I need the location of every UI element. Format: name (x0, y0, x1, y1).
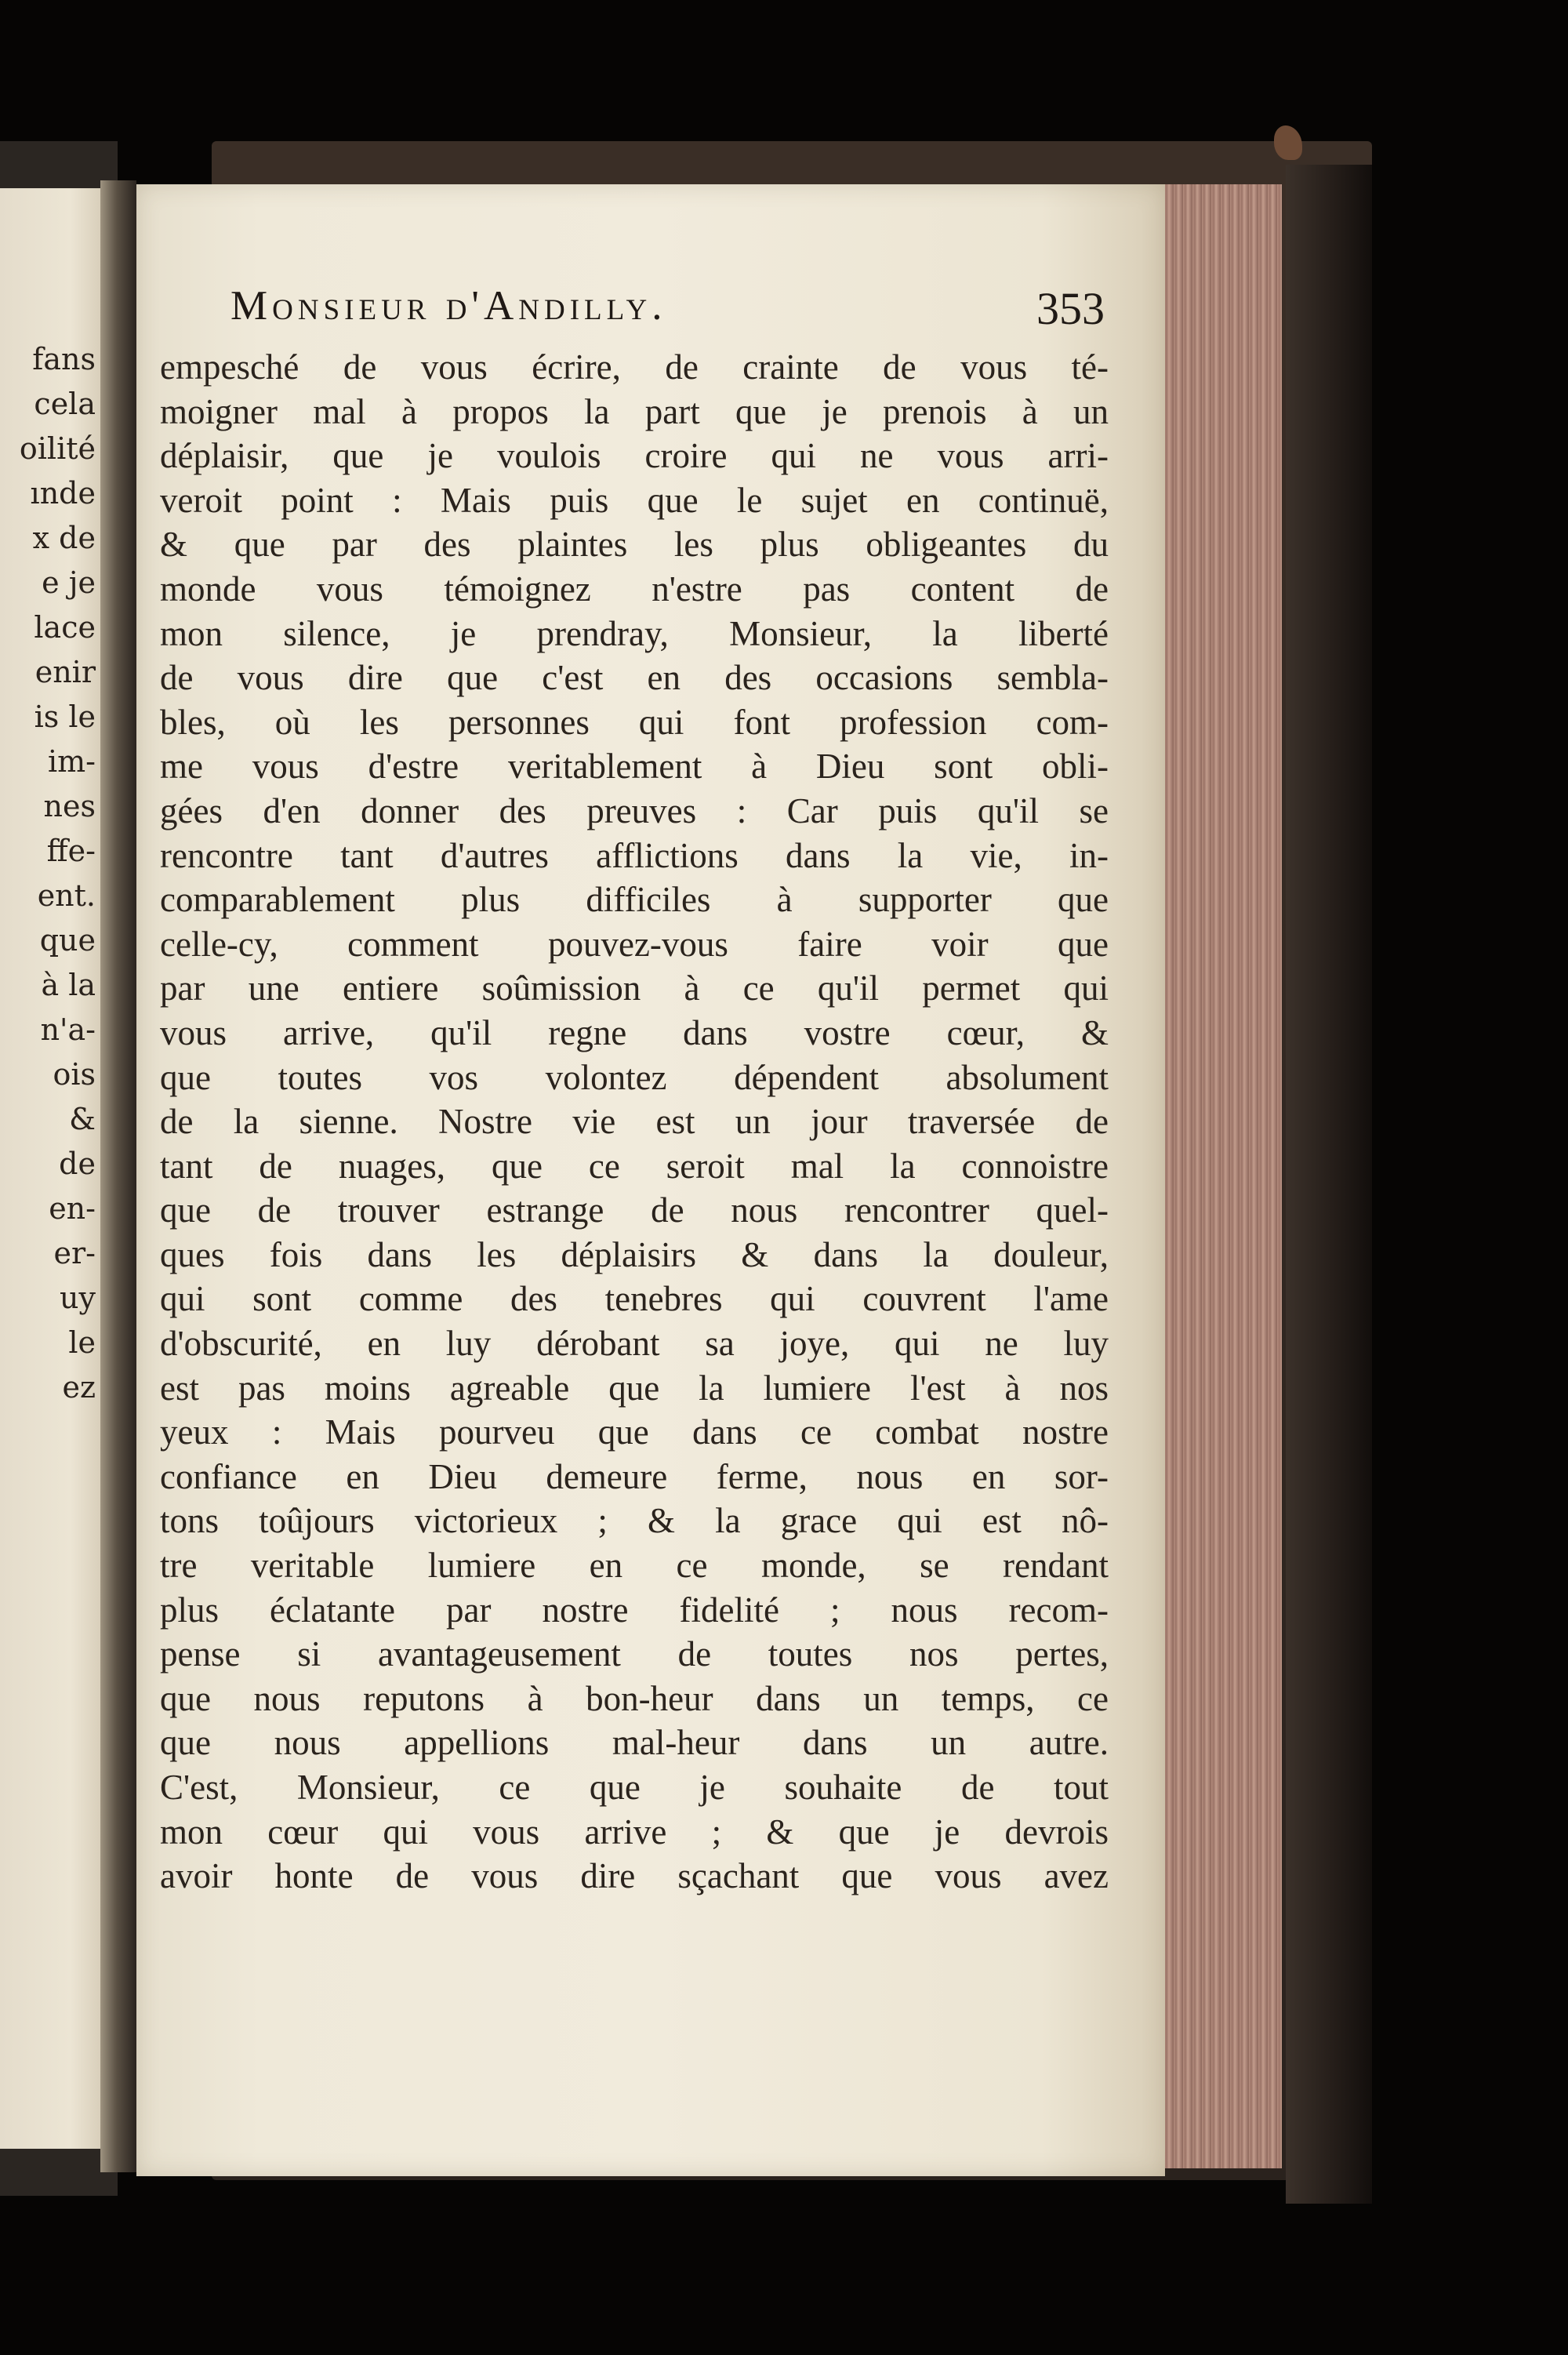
page-block-edges (1164, 184, 1282, 2168)
text-line: que de trouver estrange de nous rencontrer quel- (160, 1190, 1109, 1230)
left-line-fragment: de (59, 1147, 96, 1181)
book-gutter (100, 180, 136, 2172)
text-line: qui sont comme des tenebres qui couvrent l'ame (160, 1279, 1109, 1319)
left-line-fragment: à la (41, 968, 96, 1002)
text-line: déplaisir, que je voulois croire qui ne vous arri- (160, 436, 1109, 476)
running-title: Monsieur d'Andilly. (230, 283, 667, 329)
text-line: mon silence, je prendray, Monsieur, la liberté (160, 613, 1109, 653)
left-line-fragment: oilité (19, 431, 96, 466)
body-text (160, 345, 1109, 1899)
text-line: gées d'en donner des preuves : Car puis qu'il se (160, 790, 1109, 830)
left-line-fragment: ffe- (46, 834, 96, 868)
text-line: empesché de vous écrire, de crainte de vous té- (160, 347, 1109, 387)
left-line-fragment: e je (42, 565, 96, 600)
text-line: tre veritable lumiere en ce monde, se rendant (160, 1546, 1109, 1586)
text-line: C'est, Monsieur, ce que je souhaite de tout (160, 1768, 1109, 1807)
text-line: ques fois dans les déplaisirs & dans la douleur, (160, 1234, 1109, 1274)
left-line-fragment: enir (34, 655, 96, 689)
text-line: tons toûjours victorieux ; & la grace qui est nô- (160, 1501, 1109, 1541)
text-line: de la sienne. Nostre vie est un jour traversée de (160, 1102, 1109, 1142)
left-line-fragment: que (39, 923, 96, 958)
text-line: comparablement plus difficiles à supporter que (160, 880, 1109, 920)
left-line-fragment: & (69, 1102, 96, 1136)
left-line-fragment: lace (34, 610, 96, 645)
left-line-fragment: ez (62, 1370, 96, 1405)
text-line: par une entiere soûmission à ce qu'il permet qui (160, 969, 1109, 1009)
text-line: yeux : Mais pourveu que dans ce combat nostre (160, 1412, 1109, 1452)
text-line: veroit point : Mais puis que le sujet en continuë, (160, 480, 1109, 520)
left-line-fragment: nes (43, 789, 96, 823)
text-line: tant de nuages, que ce seroit mal la connoistre (160, 1146, 1109, 1186)
text-line: est pas moins agreable que la lumiere l'est à nos (160, 1368, 1109, 1408)
page-number: 353 (1036, 283, 1105, 334)
text-line: d'obscurité, en luy dérobant sa joye, qui ne luy (160, 1324, 1109, 1364)
running-head (230, 282, 1105, 337)
left-line-fragment: is le (34, 700, 96, 734)
left-line-fragment: le (68, 1325, 96, 1360)
text-line: & que par des plaintes les plus obligeantes du (160, 525, 1109, 565)
left-line-fragment: uy (60, 1281, 96, 1315)
text-line: pense si avantageusement de toutes nos pertes, (160, 1634, 1109, 1674)
text-line: plus éclatante par nostre fidelité ; nous recom- (160, 1590, 1109, 1630)
text-line: confiance en Dieu demeure ferme, nous en sor- (160, 1456, 1109, 1496)
text-line: monde vous témoignez n'estre pas content de (160, 569, 1109, 609)
left-line-fragment: fans (32, 342, 96, 376)
cover-corner-damage (1274, 125, 1302, 160)
text-line: bles, où les personnes qui font profession com- (160, 702, 1109, 742)
text-line: celle-cy, comment pouvez-vous faire voir que (160, 924, 1109, 964)
text-line: avoir honte de vous dire sçachant que vous avez (160, 1856, 1109, 1896)
left-line-fragment: ınde (30, 476, 96, 511)
text-line: mon cœur qui vous arrive ; & que je devrois (160, 1812, 1109, 1852)
left-line-fragment: cela (34, 387, 96, 421)
text-line: me vous d'estre veritablement à Dieu sont obli- (160, 747, 1109, 787)
text-line: moigner mal à propos la part que je prenois à un (160, 391, 1109, 431)
left-page-fragment (0, 188, 100, 2149)
left-line-fragment: en- (49, 1191, 96, 1226)
text-line: que nous reputons à bon-heur dans un temps, ce (160, 1678, 1109, 1718)
left-page-line-ends (20, 337, 96, 1410)
left-line-fragment: ent. (37, 878, 96, 913)
left-line-fragment: ois (53, 1057, 96, 1092)
cover-edge (1286, 165, 1372, 2204)
text-line: rencontre tant d'autres afflictions dans la vie, in- (160, 835, 1109, 875)
text-line: vous arrive, qu'il regne dans vostre cœur, & (160, 1012, 1109, 1052)
text-line: de vous dire que c'est en des occasions sembla- (160, 658, 1109, 698)
left-line-fragment: im- (47, 744, 96, 779)
left-line-fragment: x de (32, 521, 96, 555)
left-line-fragment: er- (53, 1236, 96, 1270)
printed-page (136, 184, 1165, 2176)
text-line: que nous appellions mal-heur dans un autre. (160, 1723, 1109, 1763)
text-line: que toutes vos volontez dépendent absolument (160, 1057, 1109, 1097)
left-line-fragment: n'a- (40, 1012, 96, 1047)
